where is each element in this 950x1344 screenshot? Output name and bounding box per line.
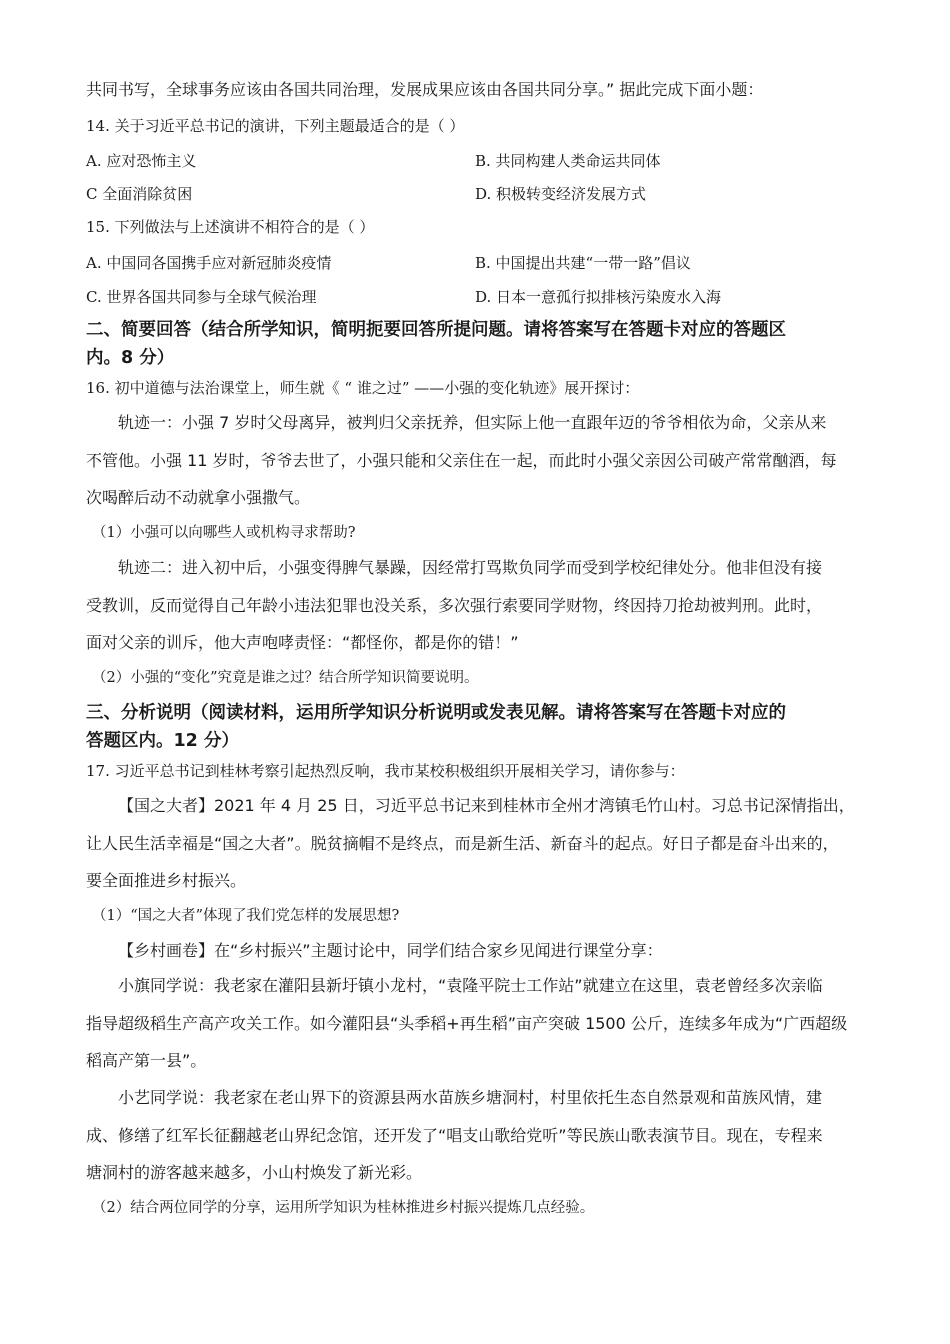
question-14-stem: 14. 关于习近平总书记的演讲，下列主题最适合的是（ ） [86,117,465,135]
q17-paragraph-line: 【乡村画卷】在“乡村振兴”主题讨论中，同学们结合家乡见闻进行课堂分享： [118,941,663,960]
q17-paragraph-line: 指导超级稻生产高产攻关工作。如今灌阳县“头季稻+再生稻”亩产突破 1500 公斤，连续多年成为“广西超级 [86,1014,848,1033]
q16-subquestion-2: （2）小强的“变化”究竟是谁之过？结合所学知识简要说明。 [92,670,479,686]
q16-track2-line: 面对父亲的训斥，他大声咆哮责怪：“都怪你，都是你的错！” [86,633,519,652]
q17-paragraph-line: 让人民生活幸福是“国之大者”。脱贫摘帽不是终点，而是新生活、新奋斗的起点。好日子都是奋斗出来的， [86,834,839,853]
q16-track1-line: 轨迹一：小强 7 岁时父母离异，被判归父亲抚养，但实际上他一直跟年迈的爷爷相依为命，父亲从来 [118,413,827,432]
q14-option-d: D. 积极转变经济发展方式 [475,185,647,203]
question-16-stem: 16. 初中道德与法治课堂上，师生就《 “ 谁之过” ——小强的变化轨迹》展开探讨： [86,379,640,397]
q16-track1-line: 次喝醉后动不动就拿小强撒气。 [86,488,311,507]
section-2-heading: 二、简要回答（结合所学知识，简明扼要回答所提问题。请将答案写在答题卡对应的答题区 [86,320,786,340]
q16-subquestion-1: （1）小强可以向哪些人或机构寻求帮助? [92,525,356,541]
q17-paragraph-line: 要全面推进乡村振兴。 [86,871,247,890]
q17-paragraph-line: 稻高产第一县”。 [86,1051,207,1070]
q17-paragraph-line: 小艺同学说：我老家在老山界下的资源县两水苗族乡塘洞村，村里依托生态自然景观和苗族风情，建 [118,1088,823,1107]
q17-subquestion-1: （1）“国之大者”体现了我们党怎样的发展思想? [92,908,400,924]
section-3-heading-cont: 答题区内。12 分） [86,731,239,751]
section-2-heading-cont: 内。8 分） [86,348,175,368]
q16-track2-line: 受教训，反而觉得自己年龄小违法犯罪也没关系，多次强行索要同学财物，终因持刀抢劫被判刑。此时， [86,596,823,615]
intro-text: 共同书写，全球事务应该由各国共同治理，发展成果应该由各国共同分享。” 据此完成下面小题： [86,80,764,99]
question-15-stem: 15. 下列做法与上述演讲不相符合的是（ ） [86,218,375,236]
q15-option-c: C. 世界各国共同参与全球气候治理 [86,288,317,306]
q14-option-a: A. 应对恐怖主义 [86,152,197,170]
q17-paragraph-line: 小旗同学说：我老家在灌阳县新圩镇小龙村，“袁隆平院士工作站”就建立在这里，袁老曾经多次亲临 [118,976,823,995]
q16-track2-line: 轨迹二：进入初中后，小强变得脾气暴躁，因经常打骂欺负同学而受到学校纪律处分。他非但没有接 [118,558,823,577]
q17-subquestion-2: （2）结合两位同学的分享，运用所学知识为桂林推进乡村振兴提炼几点经验。 [92,1200,595,1216]
q17-paragraph-line: 【国之大者】2021 年 4 月 25 日，习近平总书记来到桂林市全州才湾镇毛竹山村。习总书记深情指出， [118,796,855,815]
q15-option-d: D. 日本一意孤行拟排核污染废水入海 [475,288,722,306]
q14-option-c: C 全面消除贫困 [86,185,193,203]
section-3-heading: 三、分析说明（阅读材料，运用所学知识分析说明或发表见解。请将答案写在答题卡对应的 [86,703,786,723]
q17-paragraph-line: 塘洞村的游客越来越多，小山村焕发了新光彩。 [86,1163,423,1182]
q15-option-a: A. 中国同各国携手应对新冠肺炎疫情 [86,254,332,272]
q15-option-b: B. 中国提出共建“一带一路”倡议 [475,254,691,272]
q16-track1-line: 不管他。小强 11 岁时，爷爷去世了，小强只能和父亲住在一起，而此时小强父亲因公司破产常常酗酒，每 [86,451,837,470]
q17-paragraph-line: 成、修缮了红军长征翻越老山界纪念馆，还开发了“唱支山歌给党听”等民族山歌表演节目。现在，专程来 [86,1126,823,1145]
q14-option-b: B. 共同构建人类命运共同体 [475,152,661,170]
question-17-stem: 17. 习近平总书记到桂林考察引起热烈反响，我市某校积极组织开展相关学习，请你参与： [86,762,685,780]
